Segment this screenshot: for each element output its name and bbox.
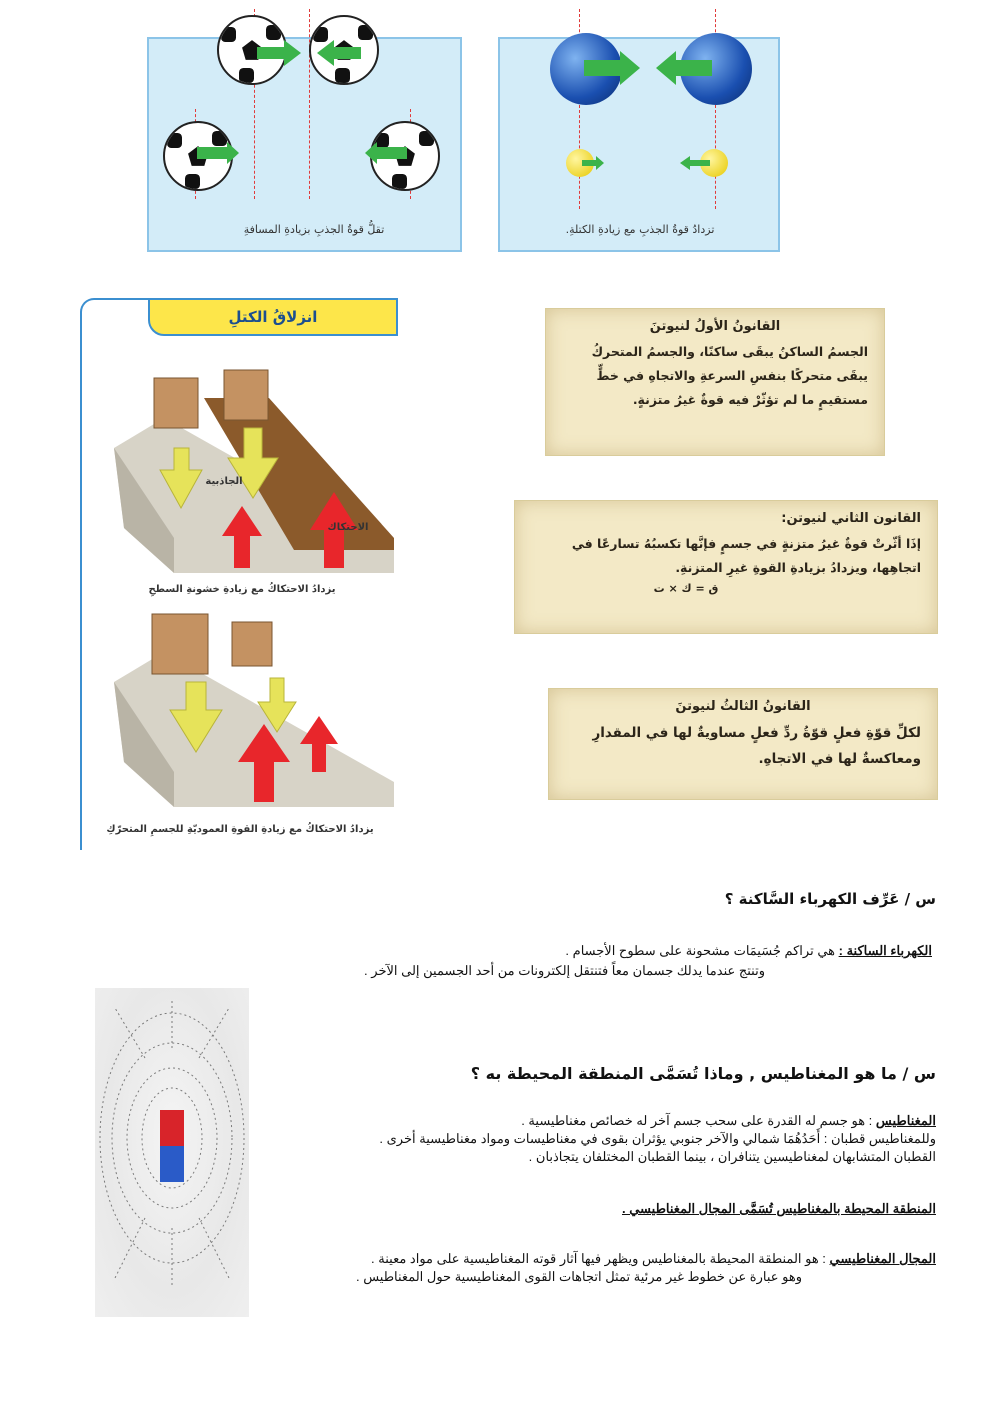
magnetic-field-def-text: : هو المنطقة المحيطة بالمغناطيس ويظهر فيها آثار قوته المغناطيسية على مواد معينة . [371, 1251, 830, 1266]
friction-label: الاحتكاك [327, 522, 369, 533]
law-title: القانونُ الأولُ لنيوتنَ [649, 319, 781, 334]
magnetic-field-definition [270, 1250, 936, 1267]
magnet-south-pole [160, 1146, 184, 1182]
static-electricity-definition [300, 942, 932, 959]
magnet-north-pole [160, 1110, 184, 1146]
normal-force-caption: يزدادُ الاحتكاكُ مع زيادةِ القوةِ العموديّةِ للجسمِ المتحرّكِ [106, 824, 374, 835]
magnet-definition [270, 1112, 936, 1129]
magnet-term: المغناطيس [875, 1113, 936, 1128]
static-electricity-line2: وتنتج عندما يدلك جسمان معاً فتنتقل إلكترونات من أحد الجسمين إلى الآخر . [364, 963, 765, 978]
newton-first-law-card [545, 308, 885, 456]
panel-tab [148, 298, 398, 336]
magnetic-area-heading: المنطقة المحيطة بالمغناطيس تُسَمَّى المجال المغناطيسي . [622, 1201, 936, 1216]
law-body: لكلِّ قوّةِ فعلٍ قوّةُ ردِّ فعلٍ مساويةٌ لها في المقدارِ ومعاكسةٌ لها في الاتجاهِ. [592, 725, 921, 767]
gravity-distance-panel [147, 37, 462, 252]
attraction-arrows [500, 39, 778, 250]
law-formula: ق = ك × ت [653, 582, 719, 595]
law-body: الجسمُ الساكنُ يبقَى ساكنًا، والجسمُ المتحركُ يبقَى متحركًا بنفسِ السرعةِ والاتجاهِ في خطٍّ مستقيمٍ ما لم تؤثّرْ فيه قوةٌ غيرُ متزنةٍ. [591, 344, 868, 407]
magnet-poles-rule-line: القطبان المتشابهان لمغناطيسين يتنافران ، بينما القطبان المختلفان يتجاذبان . [528, 1149, 936, 1164]
magnet-def-text: : هو جسم له القدرة على سحب جسم آخر له خصائص مغناطيسية . [521, 1113, 876, 1128]
magnetic-field-term: المجال المغناطيسي [829, 1251, 936, 1266]
gravity-distance-caption: تقلُّ قوةُ الجذبِ بزيادةِ المسافةِ [243, 223, 385, 236]
law-title: القانون الثاني لنيوتن: [781, 511, 921, 526]
gravity-mass-caption: تزدادُ قوةُ الجذبِ مع زيادةِ الكتلةِ. [565, 223, 715, 236]
slope-roughness-illustration [94, 358, 398, 578]
slope-normal-force-illustration [94, 612, 398, 812]
magnet-iron-filings-image [95, 988, 249, 1317]
attraction-arrows [149, 39, 460, 250]
gravity-mass-panel [498, 37, 780, 252]
panel-title: انزلاقُ الكتلِ [228, 308, 318, 326]
magnet-poles-line: وللمغناطيس قطبان : أَحَدُهُمَا شمالي والآخر جنوبي يؤثران بقوى في مغناطيسات ومواد مغناطيسية أخرى . [379, 1131, 936, 1146]
newton-third-law-card [548, 688, 938, 800]
question-magnet: س / ما هو المغناطيس , وماذا تُسَمَّى المنطقة المحيطة به ؟ [470, 1064, 936, 1083]
magnetic-field-line2: وهو عبارة عن خطوط غير مرئية تمثل اتجاهات القوى المغناطيسية حول المغناطيس . [355, 1269, 802, 1284]
sliding-blocks-panel [80, 298, 398, 850]
static-electricity-term: الكهرباء الساكنة : [838, 943, 932, 958]
newton-second-law-card [514, 500, 938, 634]
law-body: إذَا أثّرتْ قوةٌ غيرُ متزنةٍ في جسمٍ فإنَّها تكسبُهُ تسارعًا في اتجاهِها، ويزدادُ بزيادةِ القوةِ غيرِ المتزنةِ. [571, 536, 921, 575]
roughness-caption: يزدادُ الاحتكاكُ مع زيادةِ خشونةِ السطحِ [148, 584, 336, 595]
static-electricity-def-text: هي تراكم جُسَيمَات مشحونة على سطوح الأجسام . [565, 943, 839, 958]
gravity-label: الجاذبية [205, 476, 243, 487]
question-static-electricity: س / عَرِّف الكهرباء السَّاكنة ؟ [724, 890, 936, 908]
law-title: القانونُ الثالثُ لنيوتنَ [675, 699, 811, 714]
